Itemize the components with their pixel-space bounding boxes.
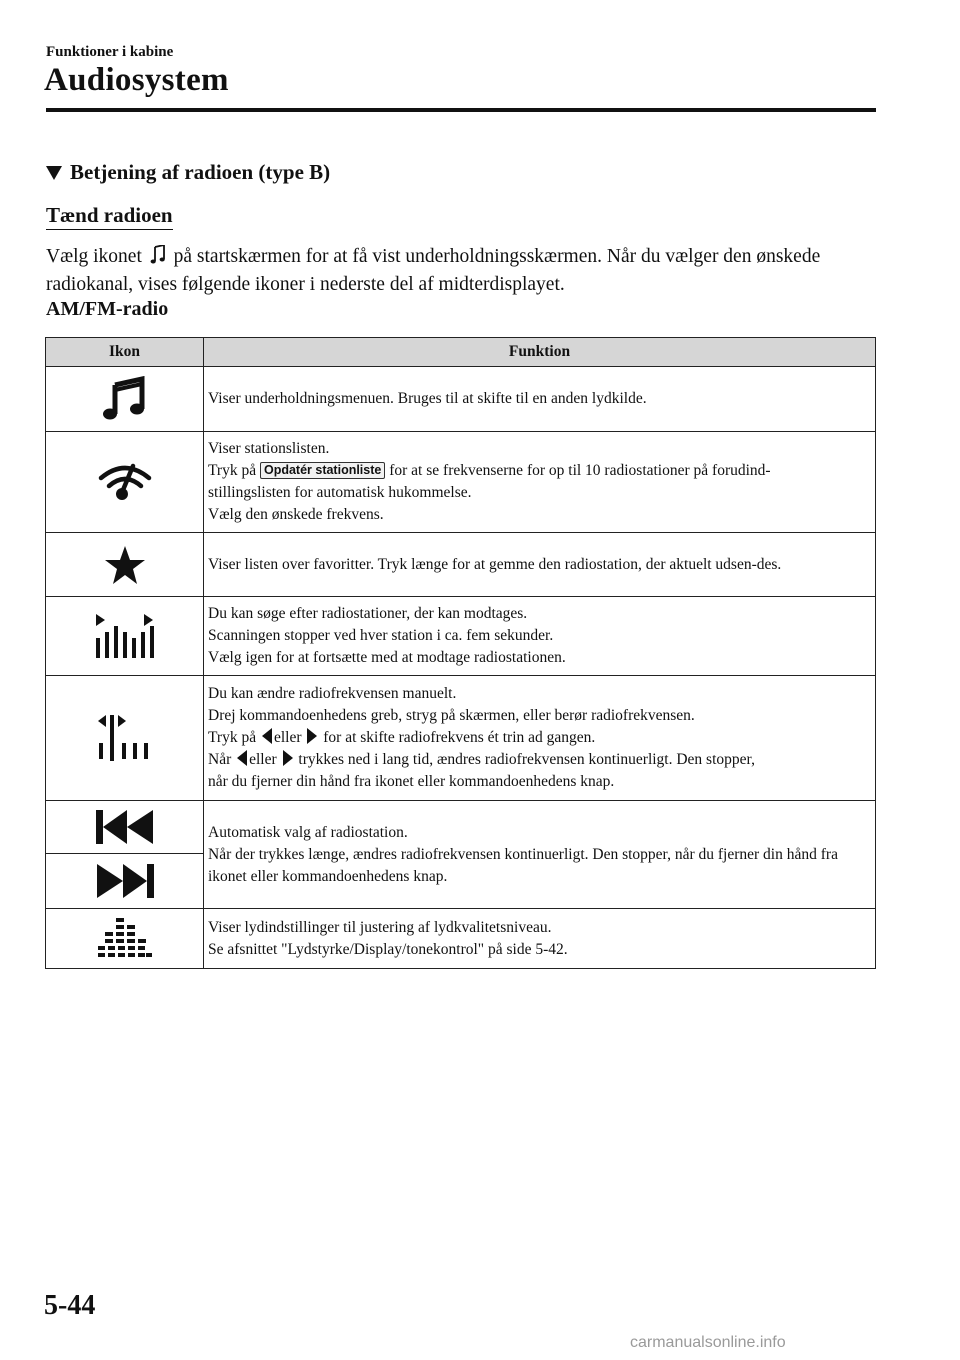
arrow-right-icon [283, 750, 293, 766]
text-fragment: Når [208, 751, 232, 768]
function-text: Du kan søge efter radiostationer, der kan modtages. [208, 605, 528, 622]
table-header-row [46, 338, 876, 367]
scan-icon [94, 612, 156, 660]
star-icon [104, 545, 146, 585]
page-title: Audiosystem [44, 62, 229, 98]
table-row [46, 676, 876, 801]
section-heading-text: Betjening af radioen (type B) [70, 160, 331, 184]
column-header-function: Funktion [204, 338, 876, 367]
text-fragment: eller [273, 729, 302, 746]
function-text: når du fjerner din hånd fra ikonet eller kommandoenhedens knap. [208, 773, 615, 790]
text-fragment: for at se frekvenserne for op til 10 radiostationer på forudind- [389, 462, 771, 479]
page-number: 5-44 [44, 1290, 96, 1321]
text-fragment: Tryk på [208, 462, 257, 479]
seek-next-icon [95, 863, 155, 899]
breadcrumb: Funktioner i kabine [46, 44, 174, 60]
column-header-icon: Ikon [46, 338, 204, 367]
intro-paragraph [46, 243, 876, 299]
radio-type-label: AM/FM-radio [46, 298, 169, 320]
icon-cell [46, 676, 204, 801]
table-row [46, 432, 876, 533]
table-row [46, 597, 876, 676]
function-cell [204, 597, 876, 676]
function-cell [204, 533, 876, 597]
function-text: Viser lydindstillinger til justering af lydkvalitetsniveau. [208, 918, 552, 936]
icon-cell [46, 854, 204, 909]
subheading: Tænd radioen [46, 203, 173, 230]
icon-cell [46, 367, 204, 432]
music-note-icon [150, 245, 166, 265]
function-text: Se afsnittet "Lydstyrke/Display/tonekontrol" på side 5-42. [208, 940, 568, 958]
update-station-list-button: Opdatér stationliste [260, 462, 385, 479]
manual-tune-icon [96, 713, 154, 763]
text-fragment: eller [249, 751, 277, 768]
function-text [208, 727, 867, 749]
icon-cell [46, 432, 204, 533]
icon-cell [46, 597, 204, 676]
function-cell [204, 801, 876, 909]
function-cell [204, 676, 876, 801]
music-note-icon [102, 376, 148, 422]
arrow-left-icon [262, 728, 272, 744]
table-row [46, 909, 876, 969]
arrow-right-icon [307, 728, 317, 744]
function-text: Drej kommandoenhedens greb, stryg på skærmen, eller berør radiofrekvensen. [208, 707, 695, 724]
function-text: Du kan ændre radiofrekvensen manuelt. [208, 685, 457, 702]
function-text [208, 460, 867, 482]
sound-settings-icon [97, 917, 153, 961]
function-text: Scanningen stopper ved hver station i ca. fem sekunder. [208, 627, 554, 644]
function-cell [204, 432, 876, 533]
function-text: Vælg den ønskede frekvens. [208, 506, 384, 523]
watermark: carmanualsonline.info [630, 1334, 786, 1351]
title-divider [46, 108, 876, 112]
triangle-down-icon [46, 166, 62, 180]
icon-cell [46, 801, 204, 854]
function-text: Viser stationslisten. [208, 440, 330, 457]
intro-text-start: Vælg ikonet [46, 246, 142, 267]
intro-text-end: på startskærmen for at få vist underholdningsskærmen. Når du vælger den ønskede radiokanal, vises følgende ikoner i nederste del af midterdisplayet. [46, 246, 821, 295]
seek-previous-icon [95, 809, 155, 845]
text-fragment: trykkes ned i lang tid, ændres radiofrekvensen kontinuerligt. Den stopper, [298, 751, 755, 768]
text-fragment: for at skifte radiofrekvens ét trin ad gangen. [323, 729, 596, 746]
table-row [46, 367, 876, 432]
function-text: Når der trykkes længe, ændres radiofrekvensen kontinuerligt. Den stopper, når du fjerner din hånd fra ikonet eller kommandoenhedens knap. [208, 845, 838, 885]
function-table [45, 337, 876, 969]
function-text: Vælg igen for at fortsætte med at modtage radiostationen. [208, 649, 566, 666]
function-text: Viser underholdningsmenuen. Bruges til at skifte til en anden lydkilde. [208, 390, 647, 407]
text-fragment: Tryk på [208, 729, 257, 746]
table-row [46, 533, 876, 597]
radio-antenna-icon [95, 460, 155, 504]
arrow-left-icon [237, 750, 247, 766]
function-text: stillingslisten for automatisk hukommelse. [208, 484, 472, 501]
section-heading [46, 160, 330, 185]
function-text: Automatisk valg af radiostation. [208, 823, 408, 841]
table-row [46, 801, 876, 854]
function-text: Viser listen over favoritter. Tryk længe for at gemme den radiostation, der aktuelt udsen-des. [208, 555, 782, 573]
function-cell [204, 909, 876, 969]
function-text [208, 749, 867, 771]
function-cell [204, 367, 876, 432]
icon-cell [46, 533, 204, 597]
icon-cell [46, 909, 204, 969]
